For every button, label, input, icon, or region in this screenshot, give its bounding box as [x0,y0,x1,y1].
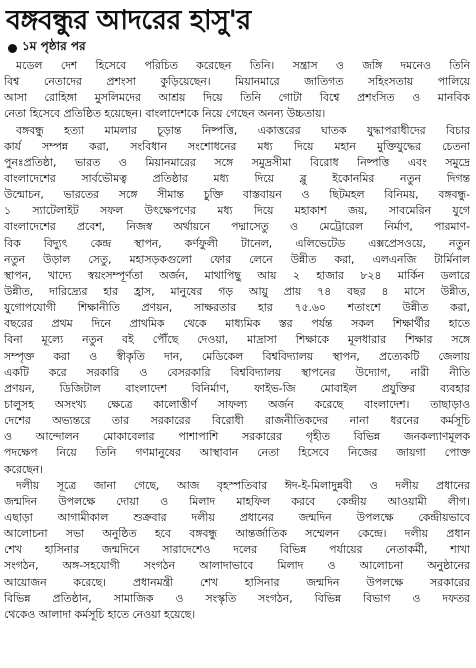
body-line: শেখ হাসিনার জন্মদিনে সারাদেশেও দলের বিভিন্ন পর্যায়ের নেতাকর্মী, শাখা [4,543,470,557]
continued-marker [4,38,470,58]
continued-label: ১ম পৃষ্ঠার পর [22,39,86,53]
body-line: স্থাপন, খাদ্যে স্বয়ংসম্পূর্ণতা অর্জন, মাথাপিছু আয় ২ হাজার ৮২৪ মার্কিন ডলারে [4,268,470,282]
body-line: বঙ্গবন্ধু হত্যা মামলার চূড়ান্ত নিষ্পত্তি, একাত্তরের ঘাতক যুদ্ধাপরাধীদের বিচার [16,123,470,137]
body-line: বিক বিদ্যুৎ কেন্দ্র স্থাপন, কর্ণফুলী টানেল, এলিভেটেড এক্সপ্রেসওয়ে, নতুন [4,236,470,250]
body-line: উন্নীত, দারিদ্র্যের হার হ্রাস, মানুষের গড় আয়ু প্রায় ৭৪ বছর ৪ মাসে উন্নীত, [4,284,470,298]
body-line: আসা রোহিঙ্গা মুসলিমদের আশ্রয় দিয়ে তিনি গোটা বিশ্বে প্রশংসিত ও মানবিক [4,91,470,105]
bullet-icon [8,44,17,53]
body-line: প্রণয়ন, ডিজিটাল বাংলাদেশ বিনির্মাণ, ফাইভ-জি মোবাইল প্রযুক্তির ব্যবহার [4,381,470,395]
article-headline: বঙ্গবন্ধুর আদরের হাসু'র [6,5,251,36]
body-line: দলীয় সূত্রে জানা গেছে, আজ বৃহস্পতিবার ঈদ-ই-মিলাদুন্নবী ও দলীয় প্রধানের [16,478,470,492]
body-line: নেতা হিসেবে প্রতিষ্ঠিত হয়েছেন। বাংলাদেশকে নিয়ে গেছেন অনন্য উচ্চতায়। [4,107,326,121]
body-line: থেকেও আলাদা কর্মসূচি হাতে নেওয়া হয়েছে। [4,607,196,621]
body-line: আলোচনা সভা অনুষ্ঠিত হবে বঙ্গবন্ধু আন্তর্জাতিক সম্মেলন কেন্দ্রে। দলীয় প্রধান [4,527,470,541]
body-line: মডেল দেশ হিসেবে পরিচিত করেছেন তিনি। সন্ত্রাস ও জঙ্গি দমনেও তিনি [16,59,470,72]
body-line: দেশের অভ্যন্তরে তার সরকারের বিরোধী রাজনীতিকদের নানা ধরনের কর্মসূচি [4,414,470,428]
body-line: বিনা মূল্যে নতুন বই পৌঁছে দেওয়া, মাদ্রাসা শিক্ষাকে মূলধারার শিক্ষার সঙ্গে [4,333,470,347]
body-line: জন্মদিন উপলক্ষে দোয়া ও মিলাদ মাহফিল করবে কেন্দ্রীয় আওয়ামী লীগ। [4,494,470,508]
body-line: সংগঠন, অঙ্গ-সহযোগী সংগঠন আলাদাভাবে মিলাদ ও আলোচনা অনুষ্ঠানের [4,559,470,573]
body-line: এছাড়া আগামীকাল শুক্রবার দলীয় প্রধানের জন্মদিন উপলক্ষে কেন্দ্রীয়ভাবে [4,510,470,524]
body-line: বাংলাদেশের সার্বভৌমত্ব প্রতিষ্ঠার মধ্য দিয়ে ব্লু ইকোনমির নতুন দিগন্ত [4,171,470,185]
body-line: একটি করে সরকারি ও বেসরকারি বিশ্ববিদ্যালয় স্থাপনের উদ্যোগ, নারী নীতি [4,365,470,379]
body-line: ও আন্দোলন মোকাবেলার পাশাপাশি সরকারের গৃহীত বিভিন্ন জনকল্যাণমূলক [4,430,470,444]
body-line: পদক্ষেপ নিয়ে তিনি গণমানুষের আস্থাবান নেতা হিসেবে নিজের জায়গা পোক্ত [4,446,470,460]
body-line: কার্য সম্পন্ন করা, সংবিধান সংশোধনের মধ্য দিয়ে মহান মুক্তিযুদ্ধের চেতনা [4,139,470,153]
body-line: বিশ্ব নেতাদের প্রশংসা কুড়িয়েছেন। মিয়ানমারে জাতিগত সহিংসতায় পালিয়ে [4,75,470,89]
body-line: বছরের প্রথম দিনে প্রাথমিক থেকে মাধ্যমিক স্তর পর্যন্ত সকল শিক্ষার্থীর হাতে [4,317,470,331]
body-line: আয়োজন করেছে। প্রধানমন্ত্রী শেখ হাসিনার জন্মদিন উপলক্ষে সরকারের [4,575,470,589]
body-line: করেছেন। [4,462,44,476]
body-line: সম্পৃক্ত করা ও স্বীকৃতি দান, মেডিকেল বিশ্ববিদ্যালয় স্থাপন, প্রত্যেকটি জেলায় [4,349,470,363]
body-line: পুনঃপ্রতিষ্ঠা, ভারত ও মিয়ানমারের সঙ্গে সমুদ্রসীমা বিরোধ নিষ্পত্তি এবং সমুদ্রে [4,155,470,169]
body-line: যুগোপযোগী শিক্ষানীতি প্রণয়ন, সাক্ষরতার হার ৭৫.৬০ শতাংশে উন্নীত করা, [4,301,470,315]
body-line: নতুন উড়াল সেতু, মহাসড়কগুলো ফোর লেনে উন্নীত করা, এলএনজি টার্মিনাল [4,252,470,266]
body-line: ১ স্যাটেলাইট সফল উৎক্ষেপণের মধ্য দিয়ে মহাকাশ জয়, সাবমেরিন যুগে [4,204,470,218]
body-line: চালুসহ অসংখ্য ক্ষেত্রে কালোত্তীর্ণ সাফল্য অর্জন করেছে বাংলাদেশ। তাছাড়াও [4,397,470,411]
article-body [4,58,470,623]
body-line: বিভিন্ন প্রতিষ্ঠান, সামাজিক ও সংস্কৃতি সংগঠন, বিভিন্ন বিভাগ ও দফতর [4,591,470,605]
body-line: উন্মোচন, ভারতের সঙ্গে সীমান্ত চুক্তি বাস্তবায়ন ও ছিটমহল বিনিময়, বঙ্গবন্ধু- [4,188,470,202]
body-line: বাংলাদেশের প্রবেশ, নিজস্ব অর্থায়নে পদ্মাসেতু ও মেট্রোরেল নির্মাণ, পারমাণ- [4,220,470,234]
